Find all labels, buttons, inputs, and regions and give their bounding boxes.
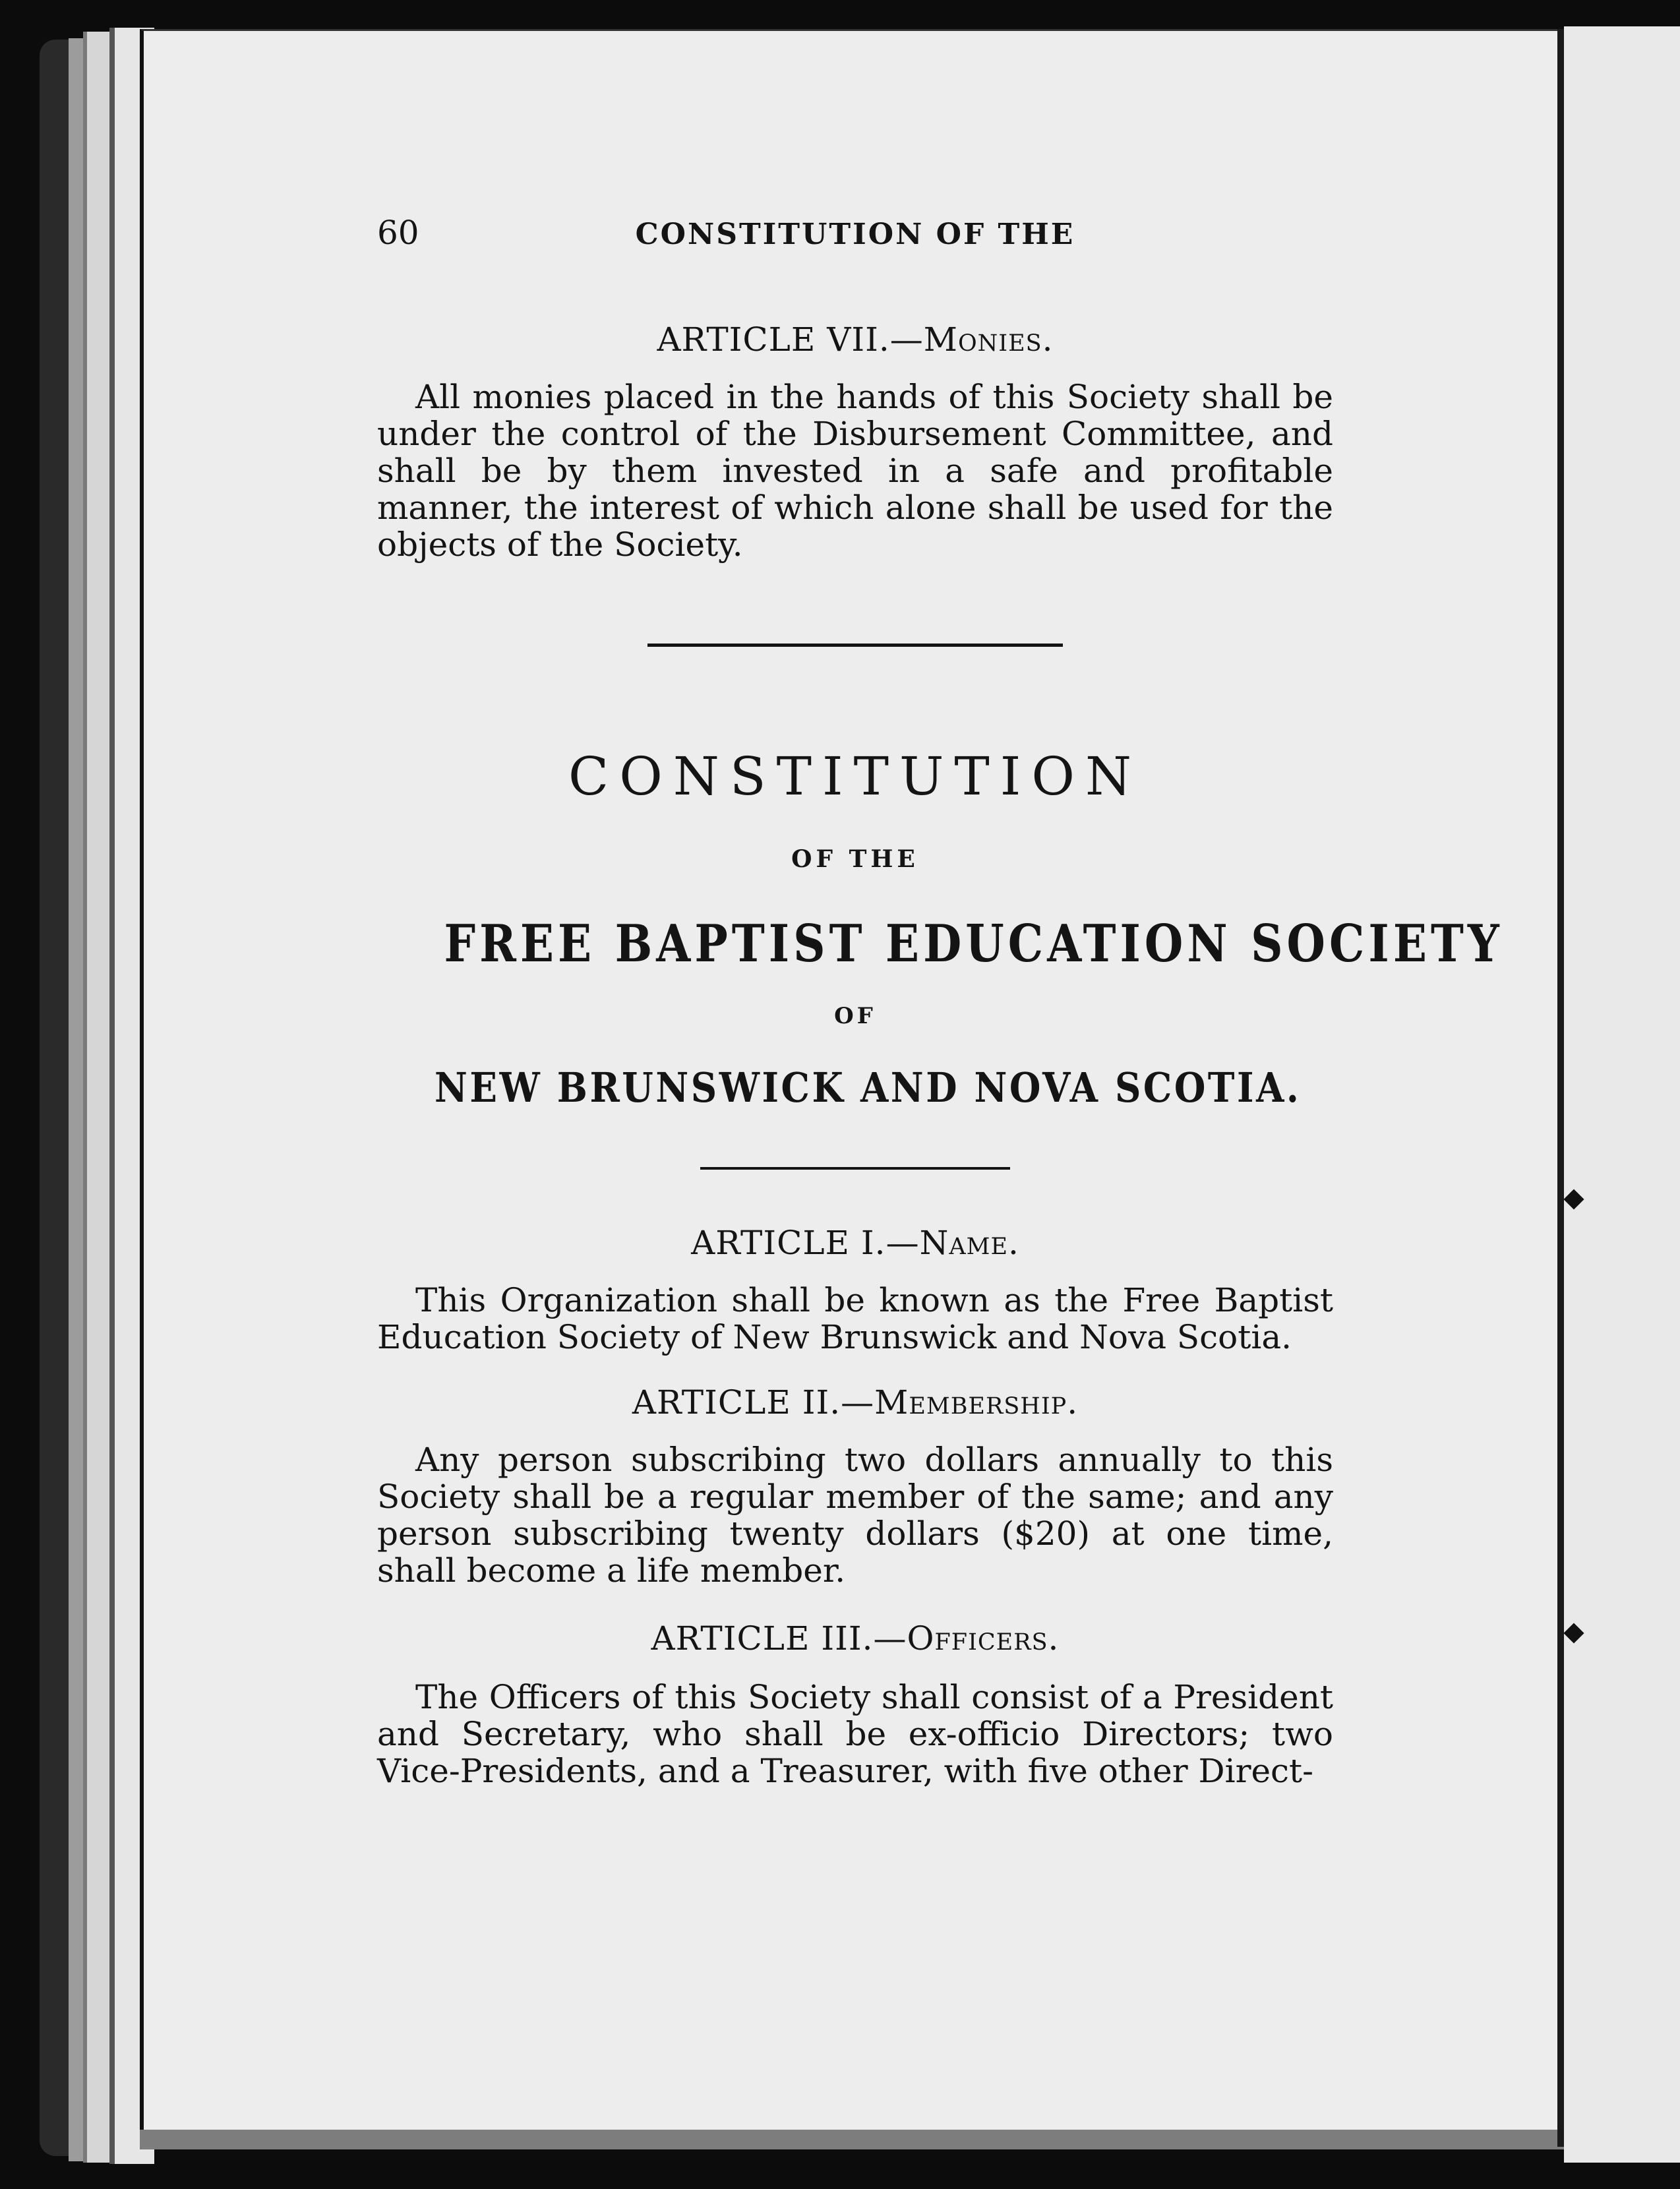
article-2-title: Membership. bbox=[874, 1383, 1079, 1422]
title-of-the: OF THE bbox=[791, 845, 919, 873]
article-3-heading bbox=[377, 1619, 1333, 1658]
running-title: CONSTITUTION OF THE bbox=[635, 218, 1075, 251]
page-number: 60 bbox=[377, 214, 419, 252]
facing-page-edge bbox=[1564, 26, 1680, 2163]
book-gutter bbox=[1557, 29, 1564, 2147]
article-7-title: Monies. bbox=[923, 320, 1054, 359]
title-of: OF bbox=[834, 1003, 876, 1029]
article-3-body: The Officers of this Society shall consist of a President and Secretary, who shall be ex-officio Directors; two Vice-Presidents, and a Treasurer, with five other Direct- bbox=[377, 1678, 1333, 1790]
article-1-heading bbox=[377, 1224, 1333, 1262]
article-1-number: ARTICLE I.— bbox=[691, 1224, 920, 1262]
title-region: NEW BRUNSWICK AND NOVA SCOTIA. bbox=[435, 1064, 1302, 1112]
constitution-title-block bbox=[377, 746, 1503, 1112]
page-content bbox=[377, 198, 1503, 1790]
page-bottom-shadow bbox=[140, 2130, 1567, 2149]
article-2-heading bbox=[377, 1383, 1333, 1422]
running-header bbox=[377, 198, 1333, 257]
title-main: CONSTITUTION bbox=[568, 746, 1142, 807]
article-1-title: Name. bbox=[919, 1224, 1019, 1262]
article-3-number: ARTICLE III.— bbox=[651, 1619, 907, 1658]
article-2-number: ARTICLE II.— bbox=[632, 1383, 875, 1422]
article-2-body: Any person subscribing two dollars annually to this Society shall be a regular member of the same; and any person subscribing twenty dollars ($20) at one time, shall become a life member. bbox=[377, 1441, 1333, 1590]
article-3-title: Officers. bbox=[907, 1619, 1060, 1658]
section-divider bbox=[700, 1167, 1010, 1170]
title-society-name: FREE BAPTIST EDUCATION SOCIETY bbox=[444, 914, 1503, 974]
article-7-number: ARTICLE VII.— bbox=[657, 320, 924, 359]
article-1-body: This Organization shall be known as the Free Baptist Education Society of New Brunswick and Nova Scotia. bbox=[377, 1281, 1333, 1356]
section-divider bbox=[647, 644, 1063, 647]
article-7-heading bbox=[377, 320, 1333, 359]
article-7-body: All monies placed in the hands of this Society shall be under the control of the Disbursement Committee, and shall be by them invested in a safe and profitable manner, the interest of which alone shall be used for the objects of the Society. bbox=[377, 378, 1333, 564]
